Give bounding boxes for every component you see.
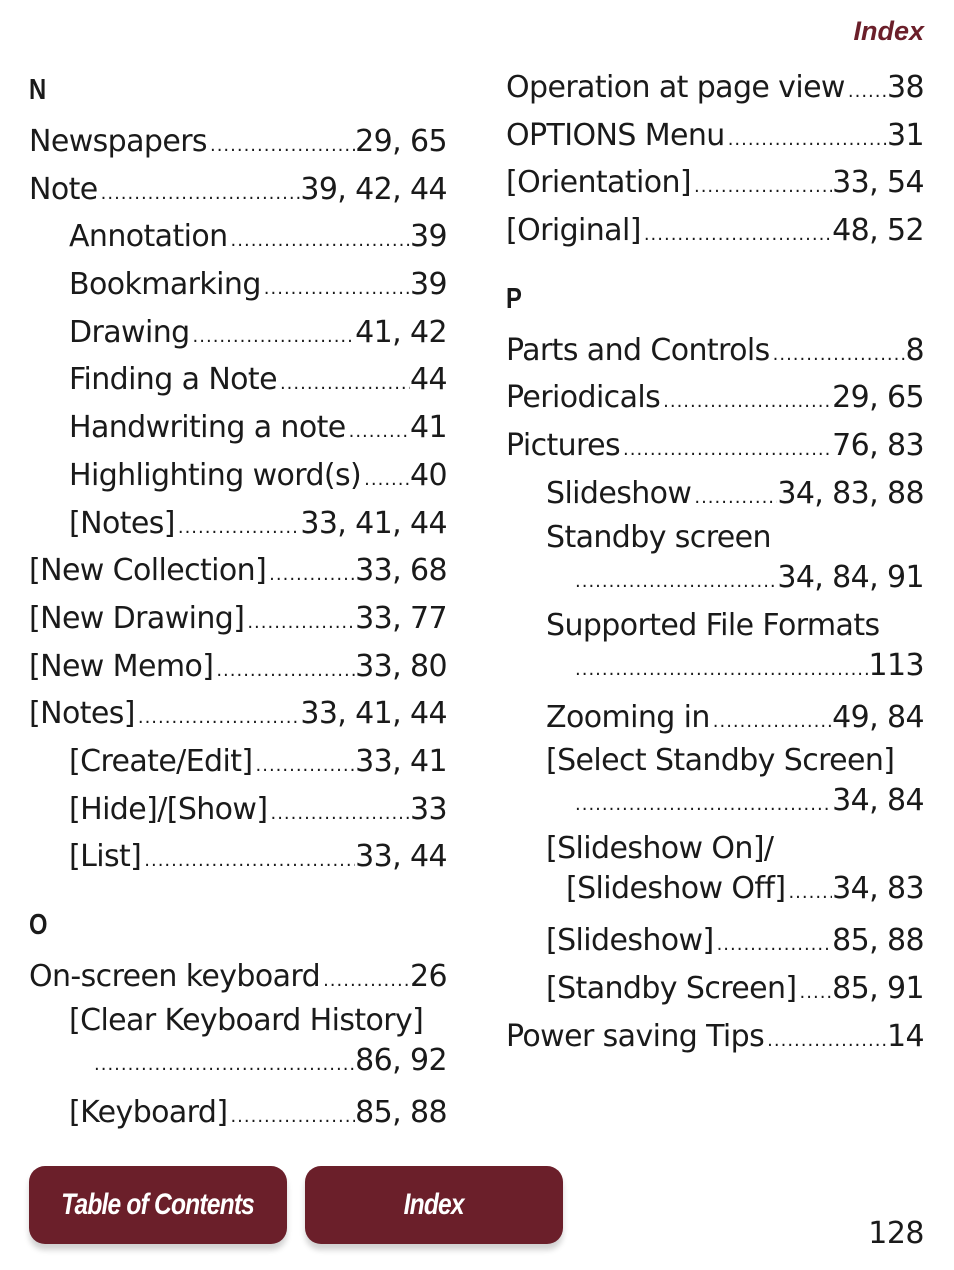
dot-leader xyxy=(213,647,355,695)
index-entry[interactable] xyxy=(506,869,924,917)
index-entry[interactable] xyxy=(506,741,924,781)
section-letter: N xyxy=(29,74,47,106)
index-button[interactable] xyxy=(305,1166,563,1244)
index-entry[interactable] xyxy=(29,690,447,738)
index-page-refs[interactable]: 44 xyxy=(410,362,447,398)
index-page-refs[interactable]: 34, 84 xyxy=(832,783,924,819)
index-entry[interactable] xyxy=(506,112,924,160)
index-term: Annotation xyxy=(69,219,228,255)
index-term: Handwriting a note xyxy=(69,410,346,446)
index-column-left xyxy=(29,64,447,1136)
index-entry[interactable] xyxy=(29,166,447,214)
index-term: Newspapers xyxy=(29,124,207,159)
index-entry[interactable] xyxy=(29,595,447,643)
table-of-contents-label: Table of Contents xyxy=(61,1188,255,1221)
index-page-refs[interactable]: 39 xyxy=(410,267,447,303)
index-term: Periodicals xyxy=(506,380,661,416)
section-letter: O xyxy=(29,909,48,941)
index-entry[interactable] xyxy=(506,327,924,375)
index-page-refs[interactable]: 33, 68 xyxy=(355,553,447,589)
index-term: [Notes] xyxy=(69,505,175,541)
index-page-refs[interactable]: 85, 88 xyxy=(832,923,924,959)
index-page-refs[interactable]: 85, 88 xyxy=(355,1094,447,1130)
index-term: Parts and Controls xyxy=(506,332,770,368)
index-entry[interactable] xyxy=(29,786,447,834)
index-entry[interactable] xyxy=(29,261,447,309)
index-entry[interactable] xyxy=(506,422,924,470)
index-page-refs[interactable]: 33, 41 xyxy=(355,743,447,779)
index-entry[interactable] xyxy=(29,500,447,548)
index-button-label: Index xyxy=(403,1188,465,1221)
index-entry[interactable] xyxy=(29,452,447,500)
index-entry[interactable] xyxy=(29,1001,447,1041)
index-page-refs[interactable]: 29, 65 xyxy=(832,380,924,416)
table-of-contents-button[interactable] xyxy=(29,1166,287,1244)
index-page-refs[interactable]: 33 xyxy=(410,791,447,827)
index-page-refs[interactable]: 33, 44 xyxy=(355,839,447,875)
page-header-title: Index xyxy=(853,16,924,46)
index-term: On-screen keyboard xyxy=(29,959,321,994)
index-entry[interactable] xyxy=(29,643,447,691)
dot-leader xyxy=(770,331,906,379)
index-term: [Standby Screen] xyxy=(546,970,797,1006)
dot-leader xyxy=(141,837,355,885)
index-entry[interactable] xyxy=(506,1013,924,1061)
page-number: 128 xyxy=(868,1216,924,1251)
index-term: Highlighting word(s) xyxy=(69,457,362,493)
dot-leader xyxy=(572,562,777,602)
dot-leader xyxy=(277,360,410,408)
index-entry[interactable] xyxy=(29,1041,447,1089)
index-term: Note xyxy=(29,171,98,207)
index-page-refs[interactable]: 39 xyxy=(410,219,447,255)
index-term: Bookmarking xyxy=(69,267,261,303)
index-entry[interactable] xyxy=(29,404,447,452)
index-page-refs[interactable]: 26 xyxy=(410,959,447,994)
dot-leader xyxy=(244,599,355,647)
index-page-refs[interactable]: 33, 80 xyxy=(355,648,447,684)
dot-leader xyxy=(725,116,887,164)
dot-leader xyxy=(620,426,832,474)
index-page-refs[interactable]: 33, 41, 44 xyxy=(300,696,447,732)
index-term: [Slideshow] xyxy=(546,923,714,959)
index-page-refs[interactable]: 31 xyxy=(887,117,924,153)
dot-leader xyxy=(361,456,410,504)
index-entry[interactable] xyxy=(29,738,447,786)
dot-leader xyxy=(135,694,300,742)
index-entry[interactable] xyxy=(29,953,447,1001)
dot-leader xyxy=(253,742,356,790)
index-entry[interactable] xyxy=(506,917,924,965)
dot-leader xyxy=(227,1093,355,1141)
index-entry[interactable] xyxy=(29,309,447,357)
dot-leader xyxy=(207,122,355,170)
index-entry[interactable] xyxy=(29,833,447,881)
index-page-refs[interactable]: 33, 77 xyxy=(355,600,447,636)
dot-leader xyxy=(175,504,300,552)
index-term: Power saving Tips xyxy=(506,1018,765,1054)
index-term: [Hide]/[Show] xyxy=(69,791,268,827)
dot-leader xyxy=(764,1017,887,1065)
index-term: Finding a Note xyxy=(69,362,277,398)
index-page-refs[interactable]: 86, 92 xyxy=(355,1042,447,1078)
index-term: [Slideshow Off] xyxy=(566,871,786,907)
index-entry[interactable] xyxy=(29,213,447,261)
index-term: [Keyboard] xyxy=(69,1094,228,1130)
index-entry[interactable] xyxy=(29,356,447,404)
index-page-refs[interactable]: 33, 41, 44 xyxy=(300,505,447,541)
dot-leader xyxy=(572,650,869,690)
dot-leader xyxy=(845,68,887,116)
dot-leader xyxy=(98,170,301,218)
dot-leader xyxy=(660,378,832,426)
index-term: Supported File Formats xyxy=(546,607,880,643)
dot-leader xyxy=(266,551,355,599)
index-term: Zooming in xyxy=(546,699,710,735)
index-term: Drawing xyxy=(69,314,190,350)
index-entry[interactable] xyxy=(506,518,924,558)
index-entry[interactable] xyxy=(506,64,924,112)
index-page-refs[interactable]: 49, 84 xyxy=(832,699,924,735)
index-page-refs[interactable]: 76, 83 xyxy=(832,428,924,464)
dot-leader xyxy=(691,163,832,211)
index-term: [Original] xyxy=(506,213,641,249)
dot-leader xyxy=(641,211,832,259)
dot-leader xyxy=(320,957,410,1005)
index-term: OPTIONS Menu xyxy=(506,117,725,153)
dot-leader xyxy=(691,474,777,522)
index-column-right xyxy=(506,64,924,1060)
index-page-refs[interactable]: 85, 91 xyxy=(832,970,924,1006)
dot-leader xyxy=(228,217,410,265)
index-entry[interactable] xyxy=(506,829,924,869)
index-entry[interactable] xyxy=(506,558,924,606)
index-term: [Create/Edit] xyxy=(69,743,253,779)
index-term: [Orientation] xyxy=(506,165,691,201)
index-entry[interactable] xyxy=(506,159,924,207)
index-term: [New Collection] xyxy=(29,553,267,589)
index-page-refs[interactable]: 39, 42, 44 xyxy=(300,171,447,207)
index-page-refs[interactable]: 41, 42 xyxy=(355,314,447,350)
index-term: [New Drawing] xyxy=(29,600,245,636)
index-page-refs[interactable]: 41 xyxy=(410,410,447,446)
index-entry[interactable] xyxy=(506,646,924,694)
section-letter: P xyxy=(506,282,522,315)
dot-leader xyxy=(797,969,833,1017)
index-page-refs[interactable]: 34, 83, 88 xyxy=(777,475,924,511)
index-entry[interactable] xyxy=(506,374,924,422)
index-page-refs[interactable]: 29, 65 xyxy=(355,124,447,159)
index-entry[interactable] xyxy=(506,606,924,646)
index-entry[interactable] xyxy=(506,781,924,829)
index-page-refs[interactable]: 34, 84, 91 xyxy=(777,559,924,595)
index-entry[interactable] xyxy=(506,207,924,255)
dot-leader xyxy=(710,698,832,746)
index-term: [Notes] xyxy=(29,696,135,732)
index-page-refs[interactable]: 38 xyxy=(887,70,924,105)
dot-leader xyxy=(346,408,410,456)
index-term: Pictures xyxy=(506,428,620,464)
index-entry[interactable] xyxy=(506,694,924,742)
index-term: Slideshow xyxy=(546,475,692,511)
dot-leader xyxy=(261,265,410,313)
index-term: [New Memo] xyxy=(29,648,214,684)
index-term: [List] xyxy=(69,839,142,875)
index-page-refs[interactable]: 33, 54 xyxy=(832,165,924,201)
dot-leader xyxy=(190,313,356,361)
index-term: [Slideshow On]/ xyxy=(546,831,774,867)
index-entry[interactable] xyxy=(29,118,447,166)
index-page-refs[interactable]: 8 xyxy=(905,332,924,368)
index-term: Operation at page view xyxy=(506,70,845,105)
index-page-refs[interactable]: 48, 52 xyxy=(832,213,924,249)
dot-leader xyxy=(267,790,410,838)
index-term: [Select Standby Screen] xyxy=(546,743,895,779)
dot-leader xyxy=(91,1045,355,1085)
index-term: [Clear Keyboard History] xyxy=(69,1002,424,1038)
index-page-refs[interactable]: 40 xyxy=(410,457,447,493)
dot-leader xyxy=(785,873,832,913)
index-entry[interactable] xyxy=(506,470,924,518)
dot-leader xyxy=(714,921,833,969)
index-page-refs[interactable]: 113 xyxy=(868,647,924,683)
index-entry[interactable] xyxy=(29,1089,447,1137)
index-page-refs[interactable]: 14 xyxy=(887,1018,924,1054)
dot-leader xyxy=(572,785,832,825)
index-entry[interactable] xyxy=(506,965,924,1013)
index-page-refs[interactable]: 34, 83 xyxy=(832,871,924,907)
index-entry[interactable] xyxy=(29,547,447,595)
index-term: Standby screen xyxy=(546,519,771,555)
